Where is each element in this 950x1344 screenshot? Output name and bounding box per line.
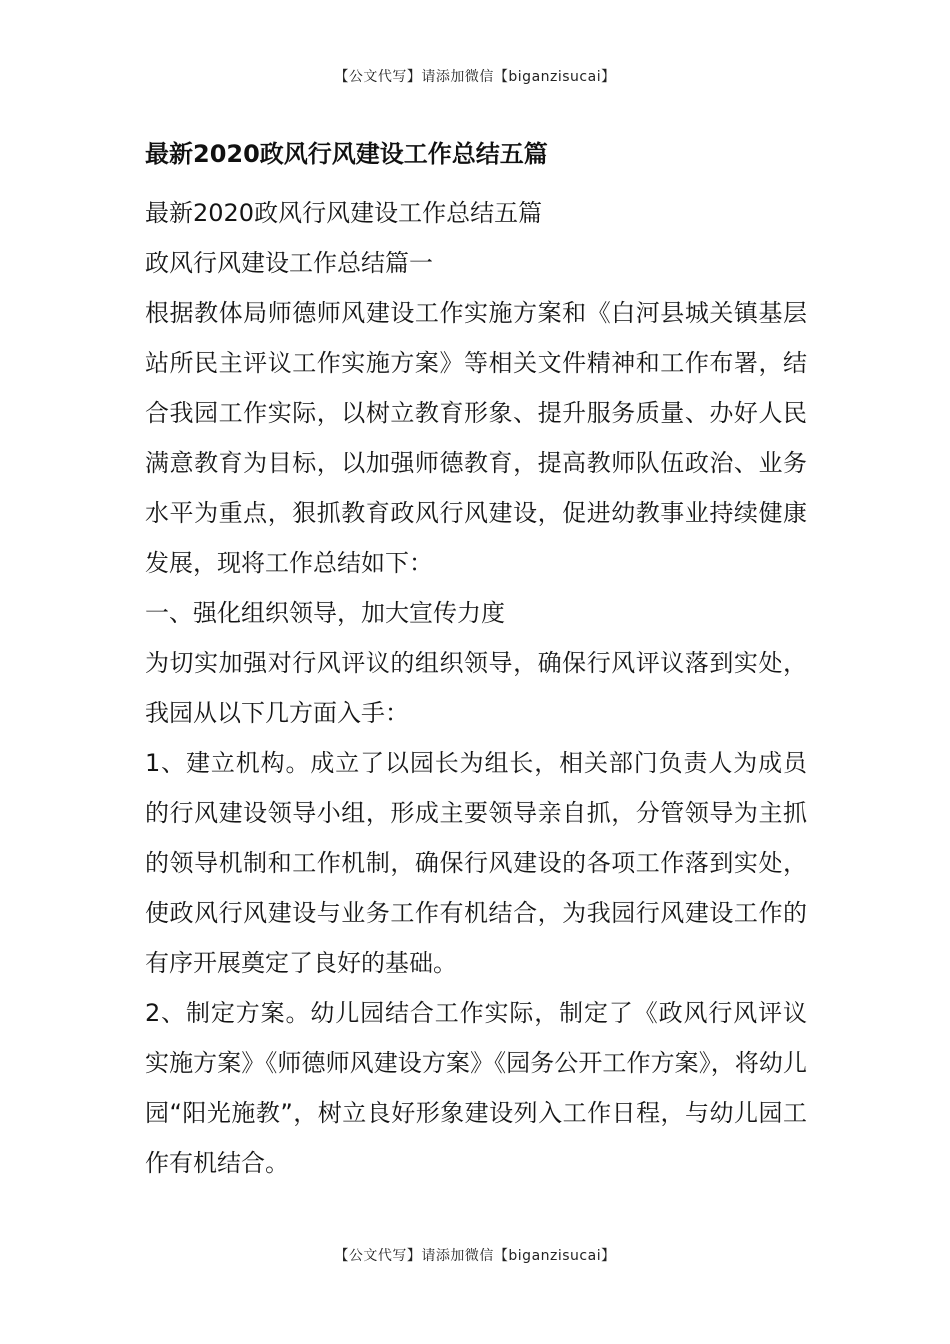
paragraph-subtitle: 最新2020政风行风建设工作总结五篇 (145, 199, 543, 227)
paragraph-item-2: 2、制定方案。幼儿园结合工作实际，制定了《政风行风评议实施方案》《师德师风建设方案》《园务公开工作方案》，将幼儿园“阳光施教”，树立良好形象建设列入工作日程，与幼儿园工作有机结合。 (145, 999, 807, 1177)
paragraph-organization: 为切实加强对行风评议的组织领导，确保行风评议落到实处，我园从以下几方面入手： (145, 649, 807, 727)
document-title: 最新2020政风行风建设工作总结五篇 (145, 140, 548, 168)
paragraph-heading-one: 一、强化组织领导，加大宣传力度 (145, 599, 505, 627)
document-body (145, 188, 807, 1188)
paragraph-item-1: 1、建立机构。成立了以园长为组长，相关部门负责人为成员的行风建设领导小组，形成主要领导亲自抓，分管领导为主抓的领导机制和工作机制，确保行风建设的各项工作落到实处，使政风行风建设与业务工作有机结合，为我园行风建设工作的有序开展奠定了良好的基础。 (145, 749, 807, 977)
paragraph-section-heading: 政风行风建设工作总结篇一 (145, 249, 433, 277)
page-footer-watermark: 【公文代写】请添加微信【biganzisucai】 (334, 1248, 616, 1264)
paragraph-intro: 根据教体局师德师风建设工作实施方案和《白河县城关镇基层站所民主评议工作实施方案》等相关文件精神和工作布署，结合我园工作实际，以树立教育形象、提升服务质量、办好人民满意教育为目标，以加强师德教育，提高教师队伍政治、业务水平为重点，狠抓教育政风行风建设，促进幼教事业持续健康发展，现将工作总结如下： (145, 299, 807, 577)
page-header-watermark: 【公文代写】请添加微信【biganzisucai】 (334, 69, 616, 85)
